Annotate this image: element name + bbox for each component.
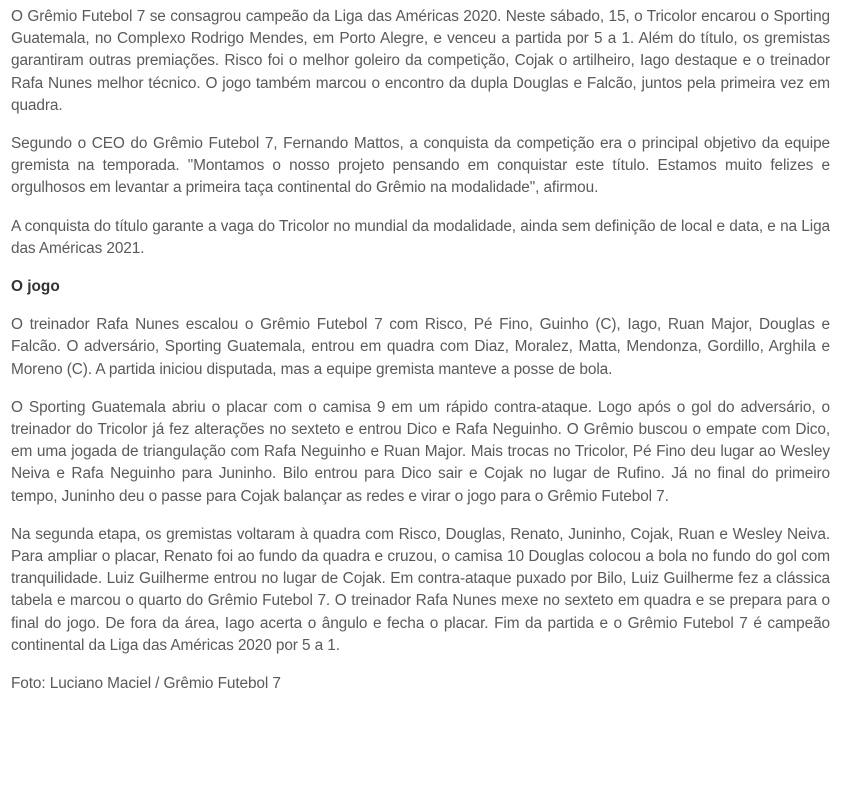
article-paragraph-title-consequence: A conquista do título garante a vaga do Tricolor no mundial da modalidade, ainda sem definição de local e data, e na Liga das Américas 2021. [11,217,830,257]
article-paragraph-first-half: O Sporting Guatemala abriu o placar com o camisa 9 em um rápido contra-ataque. Logo após o gol do adversário, o treinador do Tricolor já fez alterações no sexteto e entrou Dico e Rafa Neguinho. O Grêmio buscou o empate com Dico, em uma jogada de triangulação com Rafa Neguinho e Ruan Major. Mais trocas no Tricolor, Pé Fino deu lugar ao Wesley Neiva e Rafa Neguinho para Juninho. Bilo entrou para Dico sair e Cojak no lugar de Rufino. Já no final do primeiro tempo, Juninho deu o passe para Cojak balançar as redes e virar o jogo para o Grêmio Futebol 7. [11,398,830,505]
article-paragraph-lineups: O treinador Rafa Nunes escalou o Grêmio Futebol 7 com Risco, Pé Fino, Guinho (C), Iago, Ruan Major, Douglas e Falcão. O adversário, Sporting Guatemala, entrou em quadra com Diaz, Moralez, Matta, Mendonza, Gordillo, Arghila e Moreno (C). A partida iniciou disputada, mas a equipe gremista manteve a posse de bola. [11,316,830,378]
photo-credit: Foto: Luciano Maciel / Grêmio Futebol 7 [11,675,281,693]
article-paragraph-second-half: Na segunda etapa, os gremistas voltaram à quadra com Risco, Douglas, Renato, Juninho, Cojak, Ruan e Wesley Neiva. Para ampliar o placar, Renato foi ao fundo da quadra e cruzou, o camisa 10 Douglas colocou a bola no fundo do gol com tranquilidade. Luiz Guilherme entrou no lugar de Cojak. Em contra-ataque puxado por Bilo, Luiz Guilherme fez a clássica tabela e marcou o quarto do Grêmio Futebol 7. O treinador Rafa Nunes mexe no sexteto em quadra e se prepara para o final do jogo. De fora da área, Iago acerta o ângulo e fecha o placar. Fim da partida e o Grêmio Futebol 7 é campeão continental da Liga das Américas 2020 por 5 a 1. [11,525,830,654]
article-paragraph-intro: O Grêmio Futebol 7 se consagrou campeão da Liga das Américas 2020. Neste sábado, 15, o Tricolor encarou o Sporting Guatemala, no Complexo Rodrigo Mendes, em Porto Alegre, e venceu a partida por 5 a 1. Além do título, os gremistas garantiram outras premiações. Risco foi o melhor goleiro da competição, Cojak o artilheiro, Iago destaque e o treinador Rafa Nunes melhor técnico. O jogo também marcou o encontro da dupla Douglas e Falcão, juntos pela primeira vez em quadra. [11,8,830,114]
article-paragraph-ceo-quote: Segundo o CEO do Grêmio Futebol 7, Fernando Mattos, a conquista da competição era o principal objetivo da equipe gremista na temporada. "Montamos o nosso projeto pensando em conquistar este título. Estamos muito felizes e orgulhosos em levantar a primeira taça continental do Grêmio na modalidade", afirmou. [11,135,830,197]
section-heading: O jogo [11,278,60,296]
